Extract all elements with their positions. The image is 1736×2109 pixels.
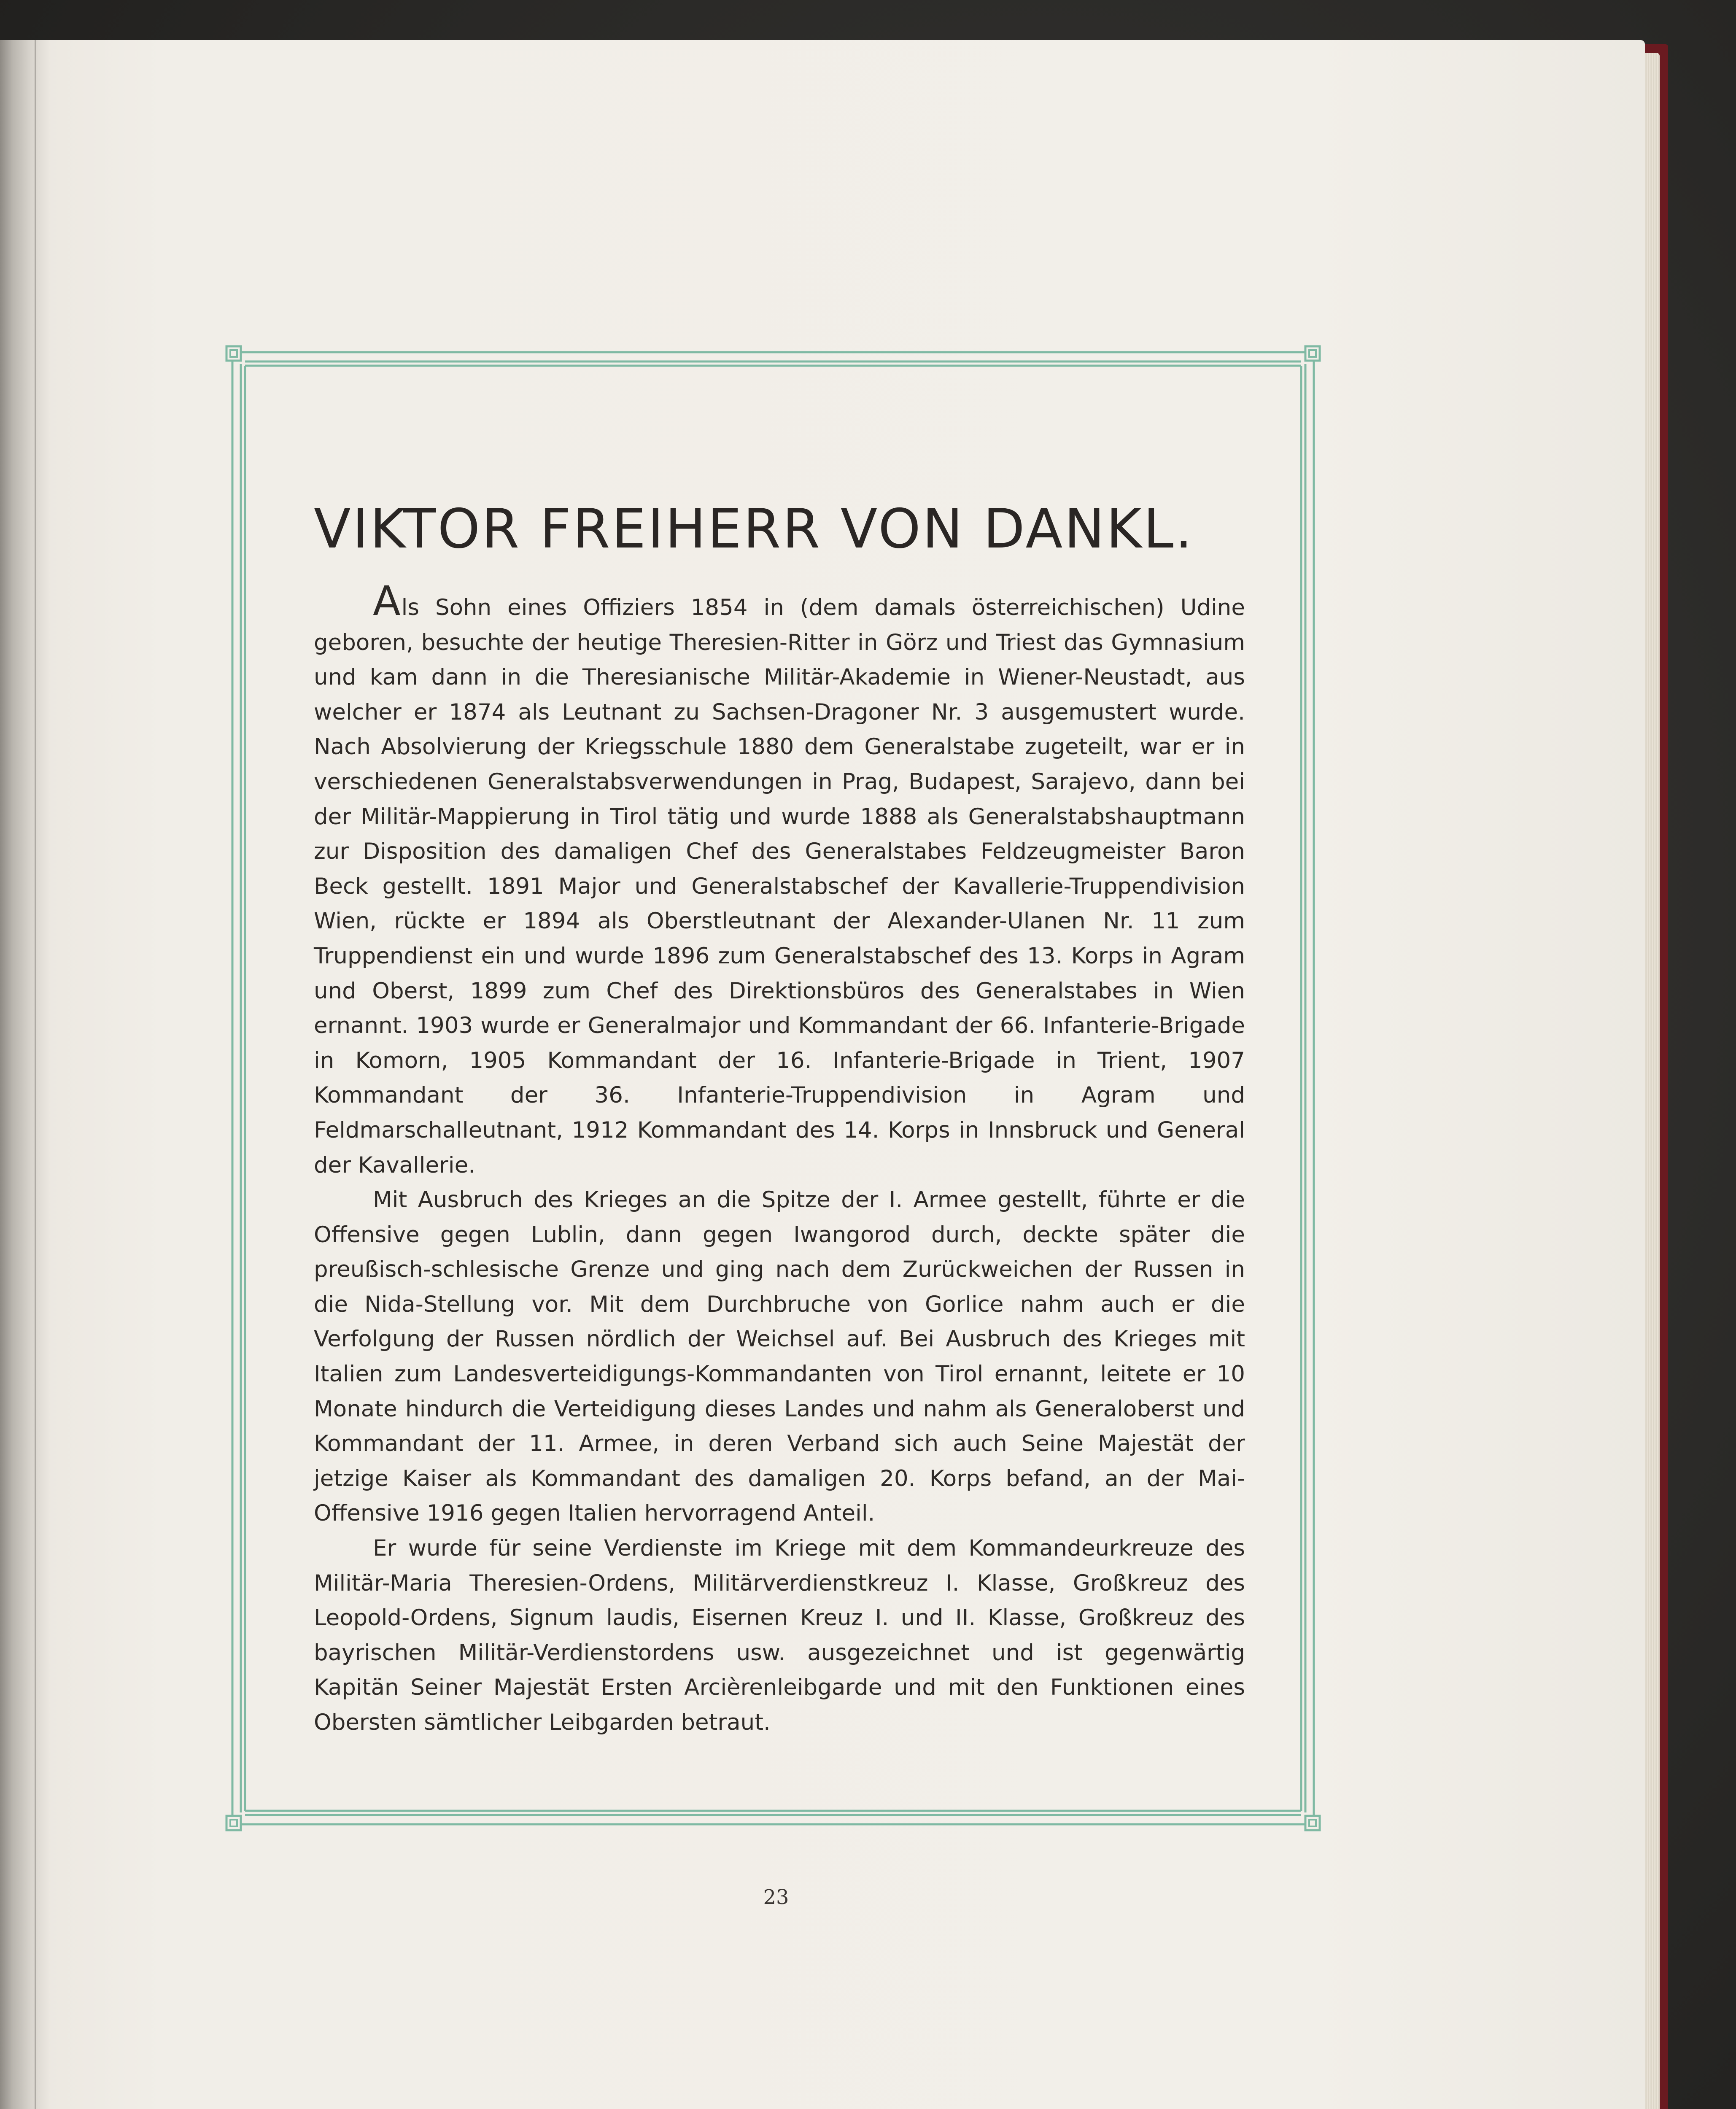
- gutter-line: [35, 40, 36, 2109]
- paragraph-3: Er wurde für seine Verdienste im Kriege mit dem Kommandeurkreuze des Militär-Maria Theresien-Ordens, Militärverdienstkreuz I. Klasse, Großkreuz des Leopold-Ordens, Signum laudis, Eisernen Kreuz I. und II. Klasse, Großkreuz des bayrischen Militär-Verdienstordens usw. ausgezeichnet und ist gegenwärtig Kapitän Seiner Majestät Ersten Arcièrenleibgarde und mit den Funktionen eines Obersten sämtlicher Leibgarden betraut.: [314, 1535, 1245, 1735]
- drop-cap: A: [373, 577, 402, 625]
- paragraph-1-text: ls Sohn eines Offiziers 1854 in (dem damals österreichischen) Udine geboren, besuchte der heutige Theresien-Ritter in Görz und Triest das Gymnasium und kam dann in die Theresianische Militär-Akademie in Wiener-Neustadt, aus welcher er 1874 als Leutnant zu Sachsen-Dragoner Nr. 3 ausgemustert wurde. Nach Absolvierung der Kriegsschule 1880 dem Generalstabe zugeteilt, war er in verschiedenen Generalstabsverwendungen in Prag, Budapest, Sarajevo, dann bei der Militär-Mappierung in Tirol tätig und wurde 1888 als Generalstabshauptmann zur Disposition des damaligen Chef des Generalstabes Feldzeugmeister Baron Beck gestellt. 1891 Major und Generalstabschef der Kavallerie-Truppendivision Wien, rückte er 1894 als Oberstleutnant der Alexander-Ulanen Nr. 11 zum Truppendienst ein und wurde 1896 zum Generalstabschef des 13. Korps in Agram und Oberst, 1899 zum Chef des Direktionsbüros des Generalstabes in Wien ernannt. 1903 wurde er Generalmajor und Kommandant der 66. Infanterie-Brigade in Komorn, 1905 Kommandant der 16. Infanterie-Brigade in Trient, 1907 Kommandant der 36. Infanterie-Truppendivision in Agram und Feldmarschalleutnant, 1912 Kommandant des 14. Korps in Innsbruck und General der Kavallerie.: [314, 595, 1245, 1178]
- paragraph-1: [314, 577, 1245, 1183]
- page-number: 23: [763, 1885, 789, 1909]
- paragraph-2: Mit Ausbruch des Krieges an die Spitze der I. Armee gestellt, führte er die Offensive gegen Lublin, dann gegen Iwangorod durch, deckte später die preußisch-schlesische Grenze und ging nach dem Zurückweichen der Russen in die Nida-Stellung vor. Mit dem Durchbruche von Gorlice nahm auch er die Verfolgung der Russen nördlich der Weichsel auf. Bei Ausbruch des Krieges mit Italien zum Landesverteidigungs-Kommandanten von Tirol ernannt, leitete er 10 Monate hindurch die Verteidigung dieses Landes und nahm als Generaloberst und Kommandant der 11. Armee, in deren Verband sich auch Seine Majestät der jetzige Kaiser als Kommandant des damaligen 20. Korps befand, an der Mai-Offensive 1916 gegen Italien hervorragend Anteil.: [314, 1187, 1245, 1526]
- article-body: [314, 577, 1245, 1740]
- page-title: VIKTOR FREIHERR VON DANKL.: [314, 498, 1194, 561]
- binding-gutter: [0, 40, 51, 2109]
